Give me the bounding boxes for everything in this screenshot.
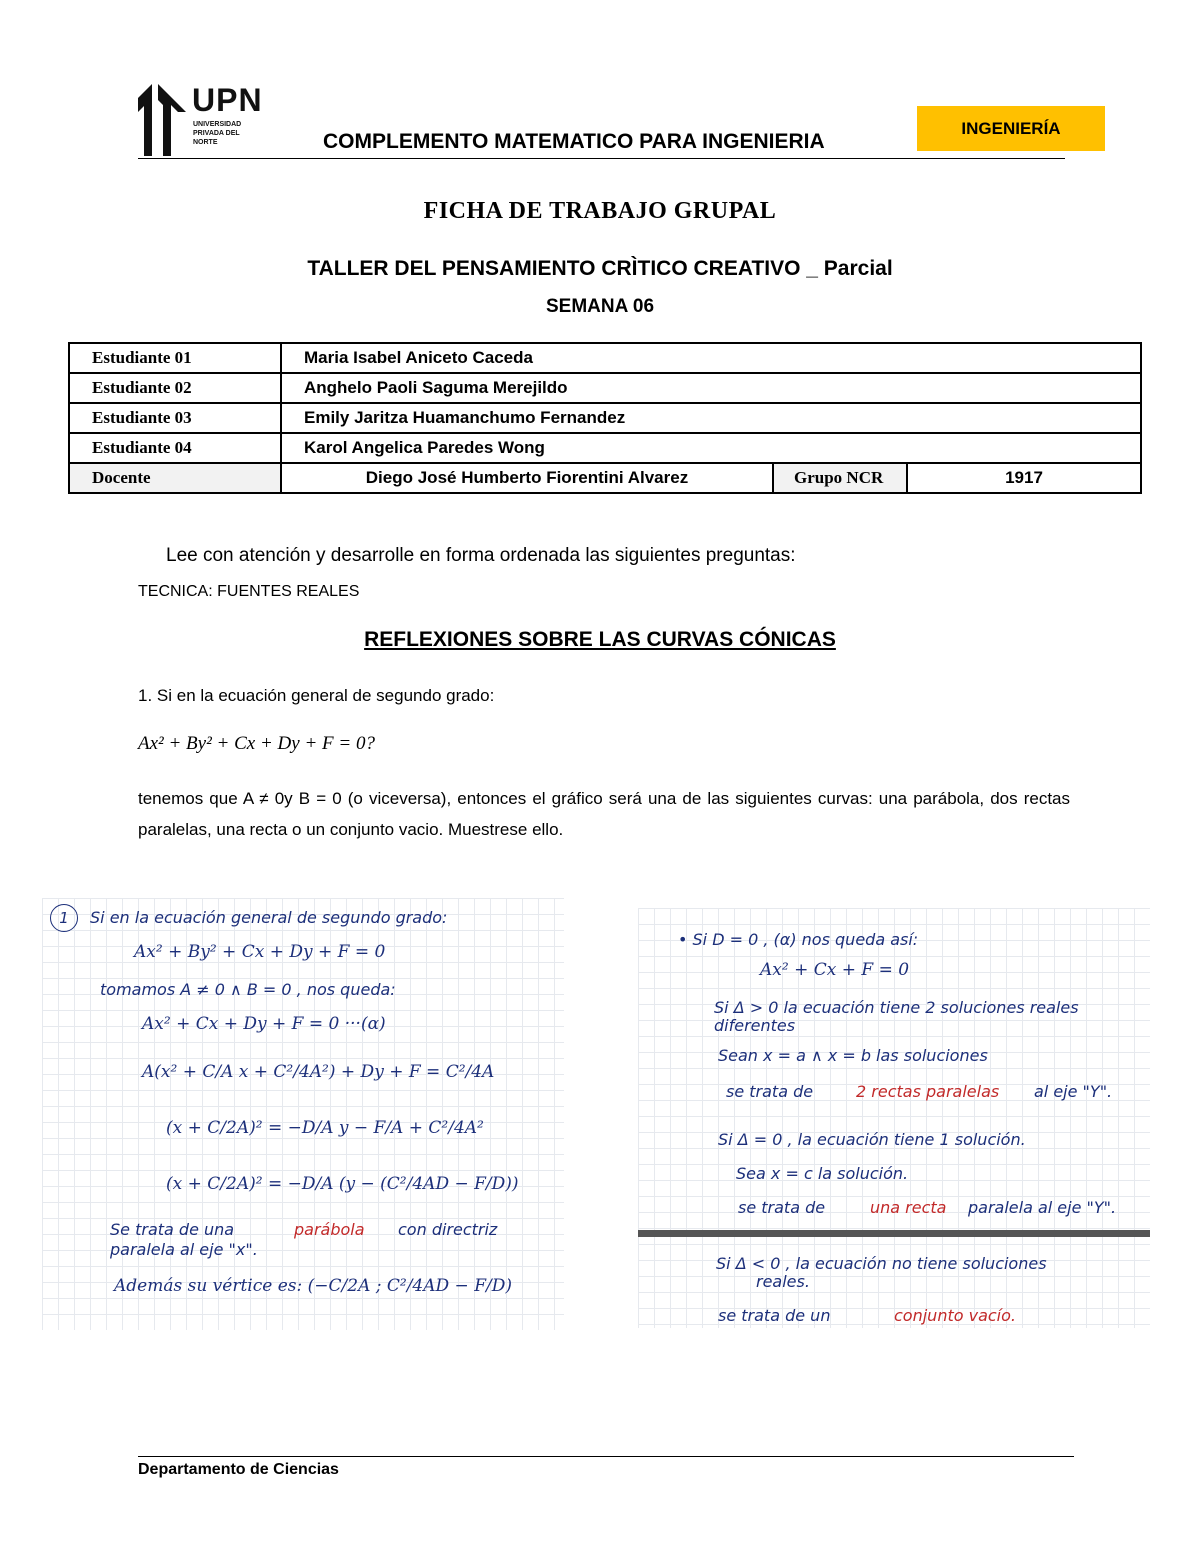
- hw-line: paralela al eje "Y".: [968, 1198, 1117, 1217]
- hw-line: se trata de: [738, 1198, 826, 1217]
- question-equation: Ax² + By² + Cx + Dy + F = 0?: [138, 733, 375, 754]
- hw-line: Sea x = c la solución.: [736, 1164, 909, 1183]
- hw-line-highlight: 2 rectas paralelas: [856, 1082, 1000, 1101]
- question-number: 1: [50, 904, 78, 932]
- hw-line: tomamos A ≠ 0 ∧ B = 0 , nos queda:: [100, 980, 396, 999]
- area-badge: INGENIERÍA: [917, 106, 1105, 151]
- hw-line: Se trata de una: [110, 1220, 235, 1239]
- week-label: SEMANA 06: [545, 296, 655, 317]
- hw-line-highlight: parábola: [294, 1220, 365, 1239]
- hw-line: al eje "Y".: [1034, 1082, 1113, 1101]
- hw-line: reales.: [756, 1272, 810, 1291]
- logo-text: UPN: [192, 82, 263, 118]
- student-label: Estudiante 03: [69, 403, 281, 433]
- hw-line: (x + C/2A)² = −D/A y − F/A + C²/4A²: [166, 1118, 484, 1138]
- students-table: [68, 342, 1142, 494]
- teacher-name: Diego José Humberto Fiorentini Alvarez: [281, 463, 773, 493]
- hw-line: con directriz: [398, 1220, 498, 1239]
- table-row: [69, 463, 1141, 493]
- student-name: Anghelo Paoli Saguma Merejildo: [281, 373, 1141, 403]
- workshop-title: TALLER DEL PENSAMIENTO CRÌTICO CREATIVO _ Parcial: [307, 257, 893, 280]
- note-divider: [638, 1230, 1150, 1237]
- technique: TECNICA: FUENTES REALES: [138, 583, 360, 600]
- upn-logo-mark-icon: [138, 84, 188, 156]
- hw-line: se trata de: [726, 1082, 814, 1101]
- course-title: COMPLEMENTO MATEMATICO PARA INGENIERIA: [323, 130, 825, 153]
- question-text: tenemos que A ≠ 0y B = 0 (o viceversa), entonces el gráfico será una de las siguientes curvas: una parábola, dos rectas paralelas, una recta o un conjunto vacio. Muestrese ello.: [138, 789, 1070, 839]
- student-label: Estudiante 02: [69, 373, 281, 403]
- hw-line: Si Δ < 0 , la ecuación no tiene soluciones: [716, 1254, 1047, 1273]
- table-row: [69, 373, 1141, 403]
- header-rule: [138, 158, 1065, 159]
- hw-line: paralela al eje "x".: [110, 1240, 258, 1259]
- hw-line: Ax² + Cx + F = 0: [760, 960, 910, 980]
- group-label: Grupo NCR: [773, 463, 907, 493]
- hw-line: Ax² + By² + Cx + Dy + F = 0: [134, 942, 386, 962]
- hw-line: se trata de un: [718, 1306, 831, 1325]
- hw-line: Si en la ecuación general de segundo grado:: [90, 908, 448, 927]
- handwritten-note-left: [42, 898, 564, 1330]
- table-row: [69, 343, 1141, 373]
- footer: Departamento de Ciencias: [138, 1461, 339, 1478]
- hw-line: Sean x = a ∧ x = b las soluciones: [718, 1046, 988, 1065]
- student-name: Karol Angelica Paredes Wong: [281, 433, 1141, 463]
- hw-line: (x + C/2A)² = −D/A (y − (C²/4AD − F/D)): [166, 1174, 519, 1194]
- table-row: [69, 433, 1141, 463]
- instructions: Lee con atención y desarrolle en forma ordenada las siguientes preguntas:: [166, 545, 796, 566]
- hw-line: A(x² + C/A x + C²/4A²) + Dy + F = C²/4A: [142, 1062, 495, 1082]
- footer-rule: [138, 1456, 1074, 1457]
- group-value: 1917: [907, 463, 1141, 493]
- student-name: Emily Jaritza Huamanchumo Fernandez: [281, 403, 1141, 433]
- student-label: Estudiante 04: [69, 433, 281, 463]
- student-label: Estudiante 01: [69, 343, 281, 373]
- student-name: Maria Isabel Aniceto Caceda: [281, 343, 1141, 373]
- hw-line-highlight: conjunto vacío.: [894, 1306, 1016, 1325]
- hw-line: diferentes: [714, 1016, 796, 1035]
- teacher-label: Docente: [69, 463, 281, 493]
- question-intro: 1. Si en la ecuación general de segundo grado:: [138, 686, 495, 705]
- hw-line: Ax² + Cx + Dy + F = 0 ···(α): [142, 1014, 386, 1034]
- hw-line-highlight: una recta: [870, 1198, 947, 1217]
- table-row: [69, 403, 1141, 433]
- hw-line: Además su vértice es: (−C/2A ; C²/4AD − F/D): [114, 1276, 512, 1296]
- hw-line: • Si D = 0 , (α) nos queda así:: [678, 930, 919, 949]
- handwritten-note-right: [638, 908, 1150, 1328]
- upn-logo: [138, 82, 263, 158]
- sheet-title: FICHA DE TRABAJO GRUPAL: [423, 198, 777, 224]
- section-title: REFLEXIONES SOBRE LAS CURVAS CÓNICAS: [364, 628, 836, 651]
- hw-line: Si Δ > 0 la ecuación tiene 2 soluciones reales: [714, 998, 1079, 1017]
- hw-line: Si Δ = 0 , la ecuación tiene 1 solución.: [718, 1130, 1026, 1149]
- logo-subtext: UNIVERSIDAD PRIVADA DEL NORTE: [193, 121, 242, 146]
